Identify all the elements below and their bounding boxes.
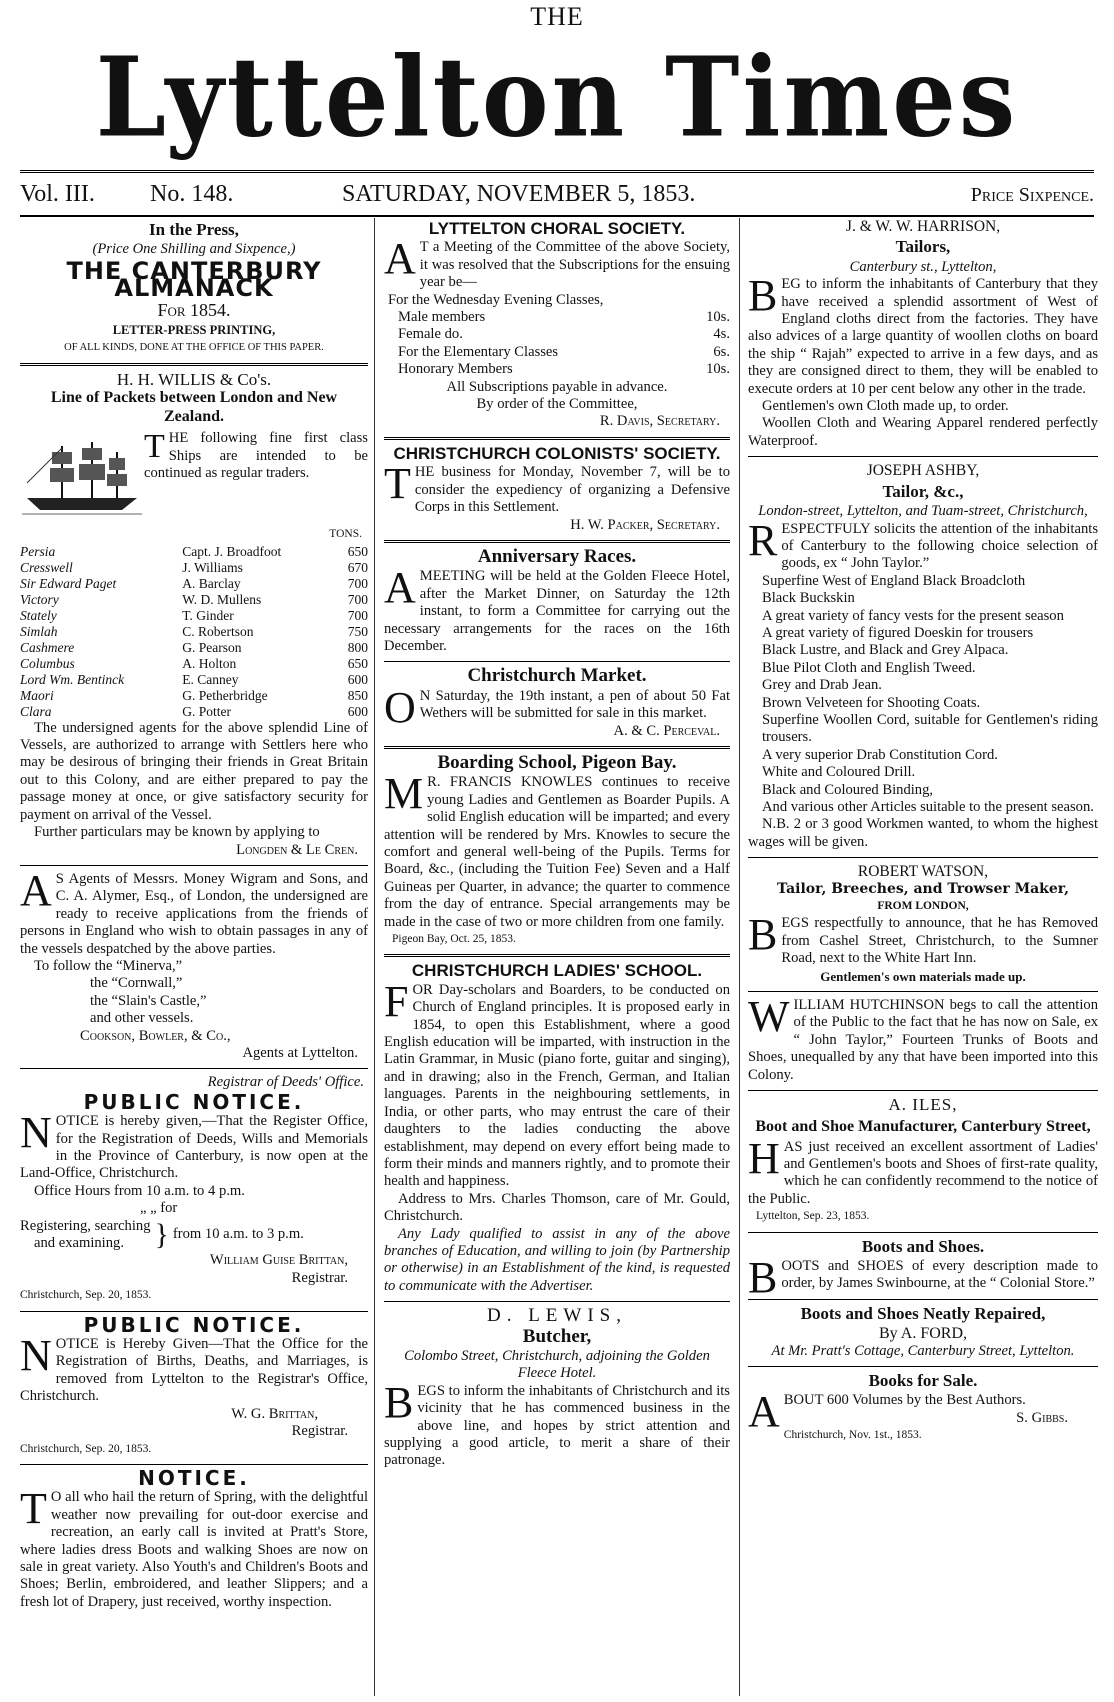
examining: and examining. (34, 1235, 124, 1252)
ship-tons: 650 (347, 655, 368, 671)
ship-tons: 650 (347, 543, 368, 559)
divider (20, 865, 368, 866)
following-text: HE following fine first class Ships are intended to be continued as regular traders. (144, 430, 368, 482)
price: Price Sixpence. (970, 184, 1094, 206)
colonists-text: HE business for Monday, November 7, will be to consider the expediency of organizing a Defensive Corps in this Settlement. (414, 464, 730, 516)
boots-text: OOTS and SHOES of every description made to order, by James Swinbourne, at the “ Colonial Store.” (781, 1257, 1098, 1292)
packets-heading: Line of Packets between London and New Zealand. (50, 389, 338, 426)
canterbury-st: Canterbury st., Lyttelton, (849, 258, 997, 275)
ship-row (20, 592, 368, 608)
ford-heading: By A. FORD, (878, 1325, 968, 1343)
boots-heading: Boots and Shoes. (861, 1236, 985, 1256)
books-text: BOUT 600 Volumes by the Best Authors. (783, 1392, 1026, 1409)
ladies-heading: CHRISTCHURCH LADIES' SCHOOL. (411, 961, 703, 981)
races-text: MEETING will be held at the Golden Fleece Hotel, after the Market Dinner, on Saturday the 12th instant, to form a Committee for carrying out the necessary arrangements for the races on the 16th December. (384, 568, 730, 654)
boarding-text: R. FRANCIS KNOWLES continues to receive young Ladies and Gentlemen as Boarder Pupils. A solid English education will be imparted; and every attention will be rendered by Mrs. Knowles to secure the comfort and general well-being of the Pupils. Terms for Board, &c., (including the Tuition Fee) Seven and a Half Guineas per Quarter, in advance; the quarter to commence from the day of entrance. Special arrangements may be made in the case of two or more children from one family. (384, 774, 730, 930)
goods-item: A great variety of fancy vests for the present season (762, 607, 1064, 624)
ditto-marks: „ „ for (140, 1200, 178, 1217)
ship-row (20, 672, 368, 688)
ship-tons: 600 (347, 703, 368, 719)
divider (20, 1464, 368, 1465)
divider (384, 954, 730, 957)
ship-name: Stately (20, 607, 57, 623)
registrar-office: Registrar of Deeds' Office. (207, 1074, 364, 1091)
divider (748, 1232, 1098, 1233)
ship-tons: 850 (347, 687, 368, 703)
ship-captain: G. Petherbridge (182, 687, 268, 703)
notice1-date: Christchurch, Sep. 20, 1853. (20, 1289, 152, 1302)
ship-tons: 670 (347, 559, 368, 575)
lewis-heading: D. LEWIS, (486, 1305, 627, 1327)
iles-date: Lyttelton, Sep. 23, 1853. (756, 1210, 870, 1223)
wg-brittan-signature: W. G. Brittan, (231, 1405, 318, 1422)
registrar-title: Registrar. (291, 1423, 348, 1440)
brittan-signature: William Guise Brittan, (209, 1252, 348, 1269)
goods-list (748, 573, 1098, 817)
perceval-signature: A. & C. Perceval. (613, 722, 720, 739)
agents-text: S Agents of Messrs. Money Wigram and Sons, and C. A. Alymer, Esq., of London, the undersigned are ready to receive applications from the friends of persons in England who wish to obtain passages in any of the vessels despatched by the above parties. (20, 870, 368, 957)
goods-item: Black Buckskin (762, 590, 855, 607)
ship-tons: 600 (347, 671, 368, 687)
column-1: In the Press, (Price One Shilling and Sixpence,) THE CANTERBURY ALMANACK For 1854. LETTER-PRESS PRINTING, OF ALL KINDS, DONE AT THE OFFICE OF THIS PAPER. H. H. WILLIS & Co's. Line of Packets between London and New Zealand. THE following fine first class Ships are intended to be continued as regular traders. TONS. Persia Capt. J. Broadfoot 650 Cresswell J. Williams 670 Sir Edward Paget A. Barclay 700 Victory W. D. Mullens 700 Stately T. Ginder 700 Simlah C. Robertson 750 Cashmere G. Pearson 800 Columbus A. Holton 650 Lord Wm. Bentinck E. Canney 600 Maori G. Petherbridge 850 Clara G. Potter 600 The undersigned agents for the above splendid Line of Vessels, are authorized to arrange with Settlers here who may be desirous of bringing their friends in Great Britain out to this Colony, and are either prepared to pay the passage money at once, or give satisfactory security for payment on arrival of the Vessel. Further particulars may be known by applying to Longden & Le Cren. A S Agents of Messrs. Money Wigram and Sons, and C. A. Alymer, Esq., of London, the undersigned are ready to receive applications from the friends of persons in England who wish to obtain passages in any of the vessels despatched by the above parties. To follow the “Minerva,” the “Cornwall,” the “Slain's Castle,” and other vessels. Cookson, Bowler, & Co., Agents at Lyttelton. Registrar of Deeds' Office. PUBLIC NOTICE. NOTICE is hereby given,—That the Register Office, for the Registration of Deeds, Wills and Memorials in the Province of Canterbury, is now open at the Land-Office, Christchurch. Office Hours from 10 a.m. to 4 p.m. „ „ for Registering, searching and examining. } from 10 a.m. to 3 p.m. William Guise Brittan, Registrar. Christchurch, Sep. 20, 1853. PUBLIC NOTICE. NOTICE is Hereby Given—That the Office for the Registration of Births, Deaths, and Marriages, is removed from Lyttelton to the Registrar's Office, Christchurch. W. G. Brittan, Registrar. Christchurch, Sep. 20, 1853. NOTICE. T O all who hail the return of Spring, with the delightful weather now prevailing for out-door exercise and recreation, an early call is invited at Pratt's Store, where ladies dress Boots and walking Shoes are now on sale in great variety. Also Youth's and Children's Boots and Shoes; Berlin, embroidered, and leather Slippers; and a fresh lot of Drapery, just received, worthy inspection. (20, 220, 368, 1610)
ship-name: Lord Wm. Bentinck (20, 671, 125, 687)
ships-table (20, 544, 368, 720)
gibbs-signature: S. Gibbs. (1016, 1409, 1068, 1426)
ship-tons: 800 (347, 639, 368, 655)
fee-row (384, 344, 730, 361)
watson-text: EGS respectfully to announce, that he has Removed from Cashel Street, Christchurch, to the Sumner Road, next to the White Hart Inn. (781, 915, 1098, 967)
ship-advert: THE following fine first class Ships are intended to be continued as regular traders. (20, 430, 368, 526)
masthead (0, 0, 1114, 170)
pigeon-date: Pigeon Bay, Oct. 25, 1853. (392, 933, 516, 946)
ship-captain: G. Potter (182, 703, 231, 719)
waterproof-text: Woollen Cloth and Wearing Apparel rendered perfectly Waterproof. (748, 415, 1098, 449)
divider (384, 437, 730, 440)
lewis-text: EGS to inform the inhabitants of Christchurch and its vicinity that he has commenced business in the above line, and hopes by strict attention and supplying a good article, to merit a share of their patronage. (384, 1382, 730, 1469)
ship-tons: 700 (347, 591, 368, 607)
goods-item: Superfine Woollen Cord, suitable for Gentlemen's riding trousers. (762, 711, 1098, 746)
tons-label: TONS. (329, 528, 362, 541)
butcher-heading: Butcher, (522, 1325, 592, 1347)
notice2-date: Christchurch, Sep. 20, 1853. (20, 1442, 152, 1455)
registering: Registering, searching (20, 1217, 151, 1234)
divider (384, 661, 730, 662)
fee-label: For the Wednesday Evening Classes, (388, 291, 604, 308)
ship-tons: 700 (347, 607, 368, 623)
ship-tons: 700 (347, 575, 368, 591)
ship-captain: Capt. J. Broadfoot (182, 543, 282, 559)
press-heading: In the Press, (149, 220, 239, 239)
tailors-heading: Tailors, (895, 237, 951, 257)
harrison-heading: J. & W. W. HARRISON, (845, 218, 1001, 235)
gentlemen-cloth: Gentlemen's own Cloth made up, to order. (762, 398, 1009, 415)
harrison-text: EG to inform the inhabitants of Canterbury that they have received a splendid assortment of West of England cloths direct from the factories. They have also advices of a large quantity of woollen cloths on board the ship “ Rajah” expected to arrive in a few days, and as they are consigned direct to them, they will be enabled to execute orders at 10 per cent below any other in the trade. (748, 276, 1098, 397)
longden-signature: Longden & Le Cren. (236, 841, 358, 858)
slains-castle: the “Slain's Castle,” (90, 992, 207, 1009)
repaired-heading: Boots and Shoes Neatly Repaired, (800, 1303, 1046, 1323)
goods-item: Black and Coloured Binding, (762, 781, 934, 798)
undersigned-text: The undersigned agents for the above splendid Line of Vessels, are authorized to arrange with Settlers here who may be desirous of bringing their friends in Great Britain out to this Colony, and are either prepared to pay the passage money at once, or give satisfactory security for payment on arrival of the Vessel. (20, 719, 368, 823)
masthead-the: THE (530, 2, 584, 31)
ladies-text: OR Day-scholars and Boarders, to be conducted on Church of England principles. It is proposed early in 1854, to open this Establishment, where a good English education will be imparted, with instruction in the Latin Grammar, in Music (piano forte, guitar and singing), and in drawing; also in the French, German, and Italian languages. Parents in the neighbouring settlements, in India, or other parts, who may entrust the care of their daughters to the ladies conducting the above establishment, may depend on every effort being made to form their minds and manners rightly, and to promote their health and happiness. (384, 981, 730, 1190)
races-heading: Anniversary Races. (477, 545, 637, 567)
fee-amount: 6s. (713, 343, 730, 360)
colonists-heading: CHRISTCHURCH COLONISTS' SOCIETY. (393, 443, 721, 463)
goods-item: White and Coloured Drill. (762, 764, 916, 781)
ship-icon (22, 438, 142, 518)
fee-label: Female do. (398, 326, 463, 343)
registrar-title: Registrar. (291, 1269, 348, 1286)
goods-item: Superfine West of England Black Broadcloth (762, 572, 1026, 589)
fee-amount: 4s. (713, 326, 730, 343)
agents-at: Agents at Lyttelton. (242, 1044, 358, 1061)
goods-item: A very superior Drab Constitution Cord. (762, 746, 998, 763)
books-date: Christchurch, Nov. 1st., 1853. (783, 1429, 922, 1442)
column-rule (739, 218, 740, 1696)
willis-heading: H. H. WILLIS & Co's. (116, 369, 272, 389)
ship-name: Simlah (20, 623, 58, 639)
ship-row (20, 640, 368, 656)
letterpress-kinds: OF ALL KINDS, DONE AT THE OFFICE OF THIS PAPER. (64, 342, 324, 354)
ashby-tailor: Tailor, &c., (882, 481, 964, 501)
divider (384, 746, 730, 749)
divider (20, 1311, 368, 1312)
watson-heading: ROBERT WATSON, (857, 863, 989, 881)
almanack-title: THE CANTERBURY ALMANACK (66, 256, 322, 303)
dateline (20, 170, 1094, 217)
choral-heading: LYTTELTON CHORAL SOCIETY. (428, 219, 686, 238)
issue-date: SATURDAY, NOVEMBER 5, 1853. (342, 181, 696, 207)
ashby-heading: JOSEPH ASHBY, (866, 462, 980, 480)
notice1-text: OTICE is hereby given,—That the Register Office, for the Registration of Deeds, Wills and Memorials in the Province of Canterbury, is now open at the Land-Office, Christchurch. (20, 1113, 368, 1182)
ship-name: Victory (20, 591, 59, 607)
ashby-text: ESPECTFULY solicits the attention of the inhabitants of Canterbury to the following choice selection of goods, ex “ John Taylor.” (781, 520, 1098, 572)
fee-row (384, 309, 730, 326)
order-text: By order of the Committee, (476, 396, 638, 413)
brace: } (154, 1218, 169, 1252)
goods-item: Black Lustre, and Black and Grey Alpaca. (762, 642, 1009, 659)
ship-captain: C. Robertson (182, 623, 254, 639)
cookson-signature: Cookson, Bowler, & Co., (80, 1027, 231, 1044)
divider (384, 540, 730, 543)
nb-text: N.B. 2 or 3 good Workmen wanted, to whom the highest wages will be given. (748, 816, 1098, 850)
almanack-year: For 1854. (157, 299, 231, 320)
market-text: N Saturday, the 19th instant, a pen of about 50 Fat Wethers will be submitted for sale in this market. (419, 687, 730, 722)
ship-name: Cashmere (20, 639, 75, 655)
public-notice-heading: PUBLIC NOTICE. (83, 1089, 305, 1114)
column-rule (374, 218, 375, 1696)
ship-name: Maori (20, 687, 54, 703)
follow-minerva: To follow the “Minerva,” (34, 957, 183, 974)
fee-label: For the Elementary Classes (398, 343, 559, 360)
further-text: Further particulars may be known by applying to (34, 824, 320, 841)
iles-heading: A. ILES, (888, 1095, 958, 1115)
divider (384, 1301, 730, 1302)
any-lady-text: Any Lady qualified to assist in any of the above branches of Education, and willing to join (by Partnership or otherwise) in an Establishment of the kind, is requested to communicate with the Advertiser. (384, 1225, 730, 1294)
ship-captain: E. Canney (182, 671, 239, 687)
press-price: (Price One Shilling and Sixpence,) (92, 241, 296, 258)
registering-hours: from 10 a.m. to 3 p.m. (172, 1226, 304, 1243)
ship-captain: G. Pearson (182, 639, 242, 655)
fee-amount: 10s. (706, 361, 730, 378)
divider (20, 1068, 368, 1069)
divider (748, 1299, 1098, 1300)
newspaper-title: Lyttelton Times (95, 32, 1019, 162)
ship-row (20, 704, 368, 720)
ship-name: Columbus (20, 655, 75, 671)
iles-trade: Boot and Shoe Manufacturer, Canterbury Street, (755, 1117, 1091, 1135)
pratt-address: At Mr. Pratt's Cottage, Canterbury Street, Lyttelton. (771, 1342, 1075, 1359)
issue-number: No. 148. (150, 181, 234, 207)
office-hours: Office Hours from 10 a.m. to 4 p.m. (34, 1182, 245, 1199)
ship-row (20, 624, 368, 640)
market-heading: Christchurch Market. (467, 665, 647, 687)
fees-list (384, 292, 730, 379)
ship-tons: 750 (347, 623, 368, 639)
ship-captain: A. Holton (182, 655, 237, 671)
address-text: Address to Mrs. Charles Thomson, care of Mr. Gould, Christchurch. (384, 1190, 730, 1225)
divider (748, 1366, 1098, 1367)
notice3-text: O all who hail the return of Spring, with the delightful weather now prevailing for out-door exercise and recreation, an early call is invited at Pratt's Store, where ladies dress Boots and walking Shoes are now on sale in great variety. Also Youth's and Children's Boots and Shoes; Berlin, embroidered, and leather Slippers; and a fresh lot of Drapery, just received, worthy inspection. (20, 1489, 368, 1610)
goods-item: Blue Pilot Cloth and English Tweed. (762, 659, 976, 676)
divider (748, 456, 1098, 457)
fee-row (384, 292, 730, 309)
notice2-text: OTICE is Hereby Given—That the Office for the Registration of Births, Deaths, and Marriages, is removed from Lyttelton to the Registrar's Office, Christchurch. (20, 1336, 368, 1405)
colombo-address: Colombo Street, Christchurch, adjoining the Golden Fleece Hotel. (404, 1347, 710, 1382)
goods-item: Grey and Drab Jean. (762, 677, 882, 694)
ship-name: Cresswell (20, 559, 73, 575)
goods-item: A great variety of figured Doeskin for trousers (762, 624, 1034, 641)
ship-captain: J. Williams (182, 559, 243, 575)
ship-name: Sir Edward Paget (20, 575, 117, 591)
cornwall: the “Cornwall,” (90, 975, 183, 992)
fee-amount: 10s. (706, 309, 730, 326)
packer-signature: H. W. Packer, Secretary. (570, 516, 720, 533)
column-2: LYTTELTON CHORAL SOCIETY. A T a Meeting of the Committee of the above Society, it was resolved that the Subscriptions for the ensuing year be— For the Wednesday Evening Classes, Male members 10s. Female do. 4s. For the Elementary Classes 6s. Honorary Members 10s. All Subscriptions payable in advance. By order of the Committee, R. Davis, Secretary. CHRISTCHURCH COLONISTS' SOCIETY. THE business for Monday, November 7, will be to consider the expediency of organizing a Defensive Corps in this Settlement. H. W. Packer, Secretary. Anniversary Races. AMEETING will be held at the Golden Fleece Hotel, after the Market Dinner, on Saturday the 12th instant, to form a Committee for carrying out the necessary arrangements for the races on the 16th December. Christchurch Market. O N Saturday, the 19th instant, a pen of about 50 Fat Wethers will be submitted for sale in this market. A. & C. Perceval. Boarding School, Pigeon Bay. M R. FRANCIS KNOWLES continues to receive young Ladies and Gentlemen as Boarder Pupils. A solid English education will be imparted; and every attention will be rendered by Mrs. Knowles to secure the comfort and general well-being of the Pupils. Terms for Board, &c., (including the Tuition Fee) Seven and a Half Guineas per Quarter, in advance; the quarter to commence from the day of entrance. Special arrangements may be made in the case of two or more children from one family. Pigeon Bay, Oct. 25, 1853. CHRISTCHURCH LADIES' SCHOOL. FOR Day-scholars and Boarders, to be conducted on Church of England principles. It is proposed early in 1854, to open this Establishment, where a good English education will be imparted, with instruction in the Latin Grammar, in Music (piano forte, guitar and singing), and in drawing; also in the French, German, and Italian languages. Parents in the neighbouring settlements, in India, or other parts, who may entrust the care of their daughters to the ladies conducting the above establishment, may depend on every effort being made to form their minds and manners rightly, and to promote their health and happiness. Address to Mrs. Charles Thomson, care of Mr. Gould, Christchurch. Any Lady qualified to assist in any of the above branches of Education, and willing to join (by Partnership or otherwise) in an Establishment of the kind, is requested to communicate with the Advertiser. D. LEWIS, Butcher, Colombo Street, Christchurch, adjoining the Golden Fleece Hotel. BEGS to inform the inhabitants of Christchurch and its vicinity that he has commenced business in the above line, and hopes by strict attention and supplying a good article, to merit a share of their patronage. (384, 219, 730, 1469)
goods-item: And various other Articles suitable to the present season. (762, 799, 1094, 815)
notice-heading: NOTICE. (138, 1465, 250, 1490)
fee-row (384, 361, 730, 378)
ship-name: Clara (20, 703, 52, 719)
own-materials: Gentlemen's own materials made up. (820, 968, 1026, 984)
divider (20, 363, 368, 366)
ship-row (20, 608, 368, 624)
payable-text: All Subscriptions payable in advance. (446, 378, 668, 395)
divider (748, 991, 1098, 992)
divider (748, 1090, 1098, 1091)
london-street: London-street, Lyttelton, and Tuam-street, Christchurch, (758, 503, 1088, 520)
books-heading: Books for Sale. (868, 1370, 978, 1390)
ship-name: Persia (20, 543, 56, 559)
choral-text: T a Meeting of the Committee of the above Society, it was resolved that the Subscriptions for the ensuing year be— (419, 239, 730, 291)
column-3: J. & W. W. HARRISON, Tailors, Canterbury st., Lyttelton, BEG to inform the inhabitants of Canterbury that they have received a splendid assortment of West of England cloths direct from the factories. They have also advices of a large quantity of woollen cloths on board the ship “ Rajah” expected to arrive in a few days, and as they are consigned direct to them, they will be enabled to execute orders at 10 per cent below any other in the trade. Gentlemen's own Cloth made up, to order. Woollen Cloth and Wearing Apparel rendered perfectly Waterproof. JOSEPH ASHBY, Tailor, &c., London-street, Lyttelton, and Tuam-street, Christchurch, RESPECTFULY solicits the attention of the inhabitants of Canterbury to the following choice selection of goods, ex “ John Taylor.” Superfine West of England Black Broadcloth Black Buckskin A great variety of fancy vests for the present season A great variety of figured Doeskin for trousers Black Lustre, and Black and Grey Alpaca. Blue Pilot Cloth and English Tweed. Grey and Drab Jean. Brown Velveteen for Shooting Coats. Superfine Woollen Cord, suitable for Gentlemen's riding trousers. A very superior Drab Constitution Cord. White and Coloured Drill. Black and Coloured Binding, And various other Articles suitable to the present season. N.B. 2 or 3 good Workmen wanted, to whom the highest wages will be given. ROBERT WATSON, Tailor, Breeches, and Trowser Maker, FROM LONDON, BEGS respectfully to announce, that he has Removed from Cashel Street, Christchurch, to the Sumner Road, next to the White Hart Inn. Gentlemen's own materials made up. WILLIAM HUTCHINSON begs to call the attention of the Public to the fact that he has now on Sale, ex “ John Taylor,” Fourteen Trunks of Boots and Shoes, unequalled by any that have been imported into this Colony. A. ILES, Boot and Shoe Manufacturer, Canterbury Street, HAS just received an excellent assortment of Ladies' and Gentlemen's boots and Shoes of first-rate quality, which he can confidently recommend to the notice of the Public. Lyttelton, Sep. 23, 1853. Boots and Shoes. BOOTS and SHOES of every description made to order, by James Swinbourne, at the “ Colonial Store.” Boots and Shoes Neatly Repaired, By A. FORD, At Mr. Pratt's Cottage, Canterbury Street, Lyttelton. Books for Sale. ABOUT 600 Volumes by the Best Authors. S. Gibbs. Christchurch, Nov. 1st., 1853. (748, 218, 1098, 1696)
ship-captain: T. Ginder (182, 607, 234, 623)
from-london: FROM LONDON, (877, 900, 969, 913)
fee-label: Honorary Members (398, 361, 513, 378)
watson-trade: Tailor, Breeches, and Trowser Maker, (776, 880, 1070, 897)
volume: Vol. III. (20, 181, 95, 207)
hutchinson-text: ILLIAM HUTCHINSON begs to call the attention of the Public to the fact that he has now on Sale, ex “ John Taylor,” Fourteen Trunks of Boots and Shoes, unequalled by any that have been imported into this Colony. (748, 997, 1098, 1083)
davis-signature: R. Davis, Secretary. (599, 413, 720, 430)
public-notice-heading: PUBLIC NOTICE. (83, 1312, 305, 1337)
goods-item: Brown Velveteen for Shooting Coats. (762, 694, 981, 711)
fee-label: Male members (398, 309, 486, 326)
ship-row (20, 544, 368, 560)
ship-row (20, 560, 368, 576)
fee-row (384, 326, 730, 343)
boarding-heading: Boarding School, Pigeon Bay. (437, 751, 677, 773)
ship-captain: W. D. Mullens (182, 591, 262, 607)
ship-captain: A. Barclay (182, 575, 241, 591)
iles-text: AS just received an excellent assortment of Ladies' and Gentlemen's boots and Shoes of first-rate quality, which he can confidently recommend to the notice of the Public. (748, 1138, 1098, 1207)
letterpress: LETTER-PRESS PRINTING, (112, 323, 276, 338)
other-vessels: and other vessels. (90, 1010, 194, 1027)
ship-row (20, 656, 368, 672)
ship-row (20, 688, 368, 704)
divider (748, 857, 1098, 858)
ship-row (20, 576, 368, 592)
